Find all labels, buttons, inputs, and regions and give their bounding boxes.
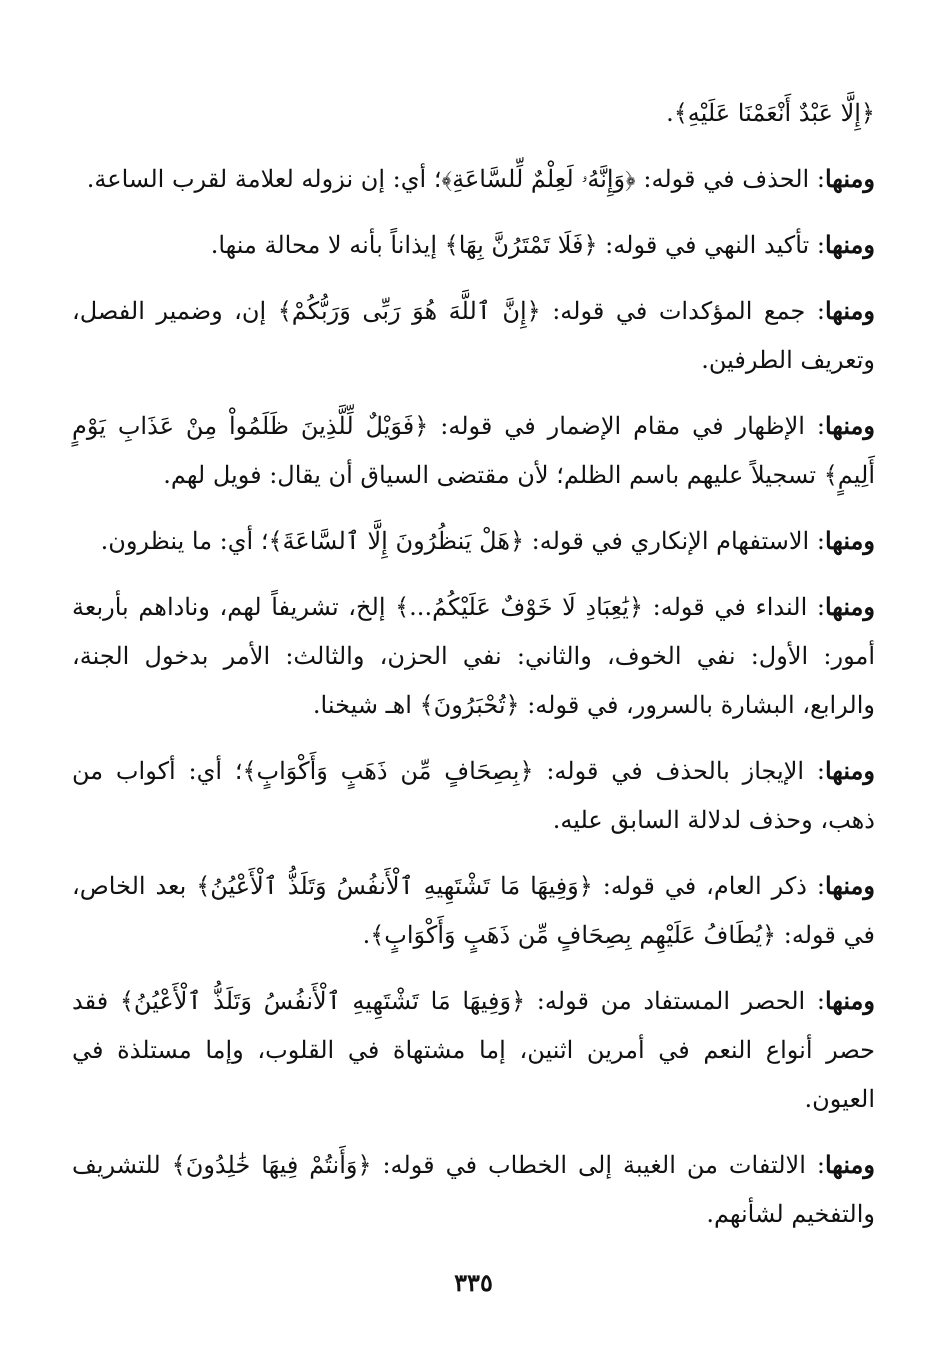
page-body [72, 88, 875, 1324]
paragraph-lead: ومنها [824, 411, 875, 440]
paragraph-1 [72, 88, 875, 138]
paragraph-lead: ومنها [824, 526, 875, 555]
paragraph-lead: ومنها [824, 296, 875, 325]
paragraph-2 [72, 154, 875, 204]
paragraph-11 [72, 1140, 875, 1239]
paragraph-7 [72, 582, 875, 730]
paragraph-4 [72, 286, 875, 385]
paragraph-text: : جمع المؤكدات في قوله: ﴿إِنَّ ٱللَّهَ هُوَ رَبِّى وَرَبُّكُمْ﴾ إن، وضمير الفصل، وتعريف الطرفين. [72, 297, 875, 374]
paragraph-lead: ومنها [824, 756, 875, 785]
paragraph-text: : الالتفات من الغيبة إلى الخطاب في قوله: ﴿وَأَنتُمْ فِيهَا خَٰلِدُونَ﴾ للتشريف والتفخيم لشأنهم. [72, 1151, 875, 1228]
paragraph-8 [72, 746, 875, 845]
paragraph-lead: ومنها [824, 164, 875, 193]
page-number: ٣٣٥ [454, 1268, 493, 1297]
paragraph-text: : الاستفهام الإنكاري في قوله: ﴿هَلْ يَنظُرُونَ إِلَّا ٱلسَّاعَةَ﴾؛ أي: ما ينظرون. [100, 527, 825, 555]
paragraph-text: : تأكيد النهي في قوله: ﴿فَلَا تَمْتَرُنَّ بِهَا﴾ إيذاناً بأنه لا محالة منها. [210, 231, 825, 259]
paragraph-text: : الحذف في قوله: ﴿وَإِنَّهُۥ لَعِلْمٌ لِّلسَّاعَةِ﴾؛ أي: إن نزوله لعلامة لقرب الساعة. [86, 165, 825, 193]
paragraph-text: ﴿إِلَّا عَبْدٌ أَنْعَمْنَا عَلَيْهِ﴾. [666, 99, 875, 127]
paragraph-6 [72, 516, 875, 566]
paragraph-text: : الحصر المستفاد من قوله: ﴿وَفِيهَا مَا تَشْتَهِيهِ ٱلْأَنفُسُ وَتَلَذُّ ٱلْأَعْيُنُ﴾ فقد حصر أنواع النعم في أمرين اثنين، إما مشتهاة في القلوب، وإما مستلذة في العيون. [72, 987, 875, 1113]
paragraph-3 [72, 220, 875, 270]
paragraph-text: : الإيجاز بالحذف في قوله: ﴿بِصِحَافٍ مِّن ذَهَبٍ وَأَكْوَابٍ﴾؛ أي: أكواب من ذهب، وحذف لدلالة السابق عليه. [72, 757, 875, 834]
paragraph-10 [72, 976, 875, 1124]
paragraph-lead: ومنها [824, 592, 875, 621]
paragraph-lead: ومنها [824, 230, 875, 259]
paragraph-text: : النداء في قوله: ﴿يَٰعِبَادِ لَا خَوْفٌ عَلَيْكُمُ...﴾ إلخ، تشريفاً لهم، وناداهم بأربعة أمور: الأول: نفي الخوف، والثاني: نفي الحزن، والثالث: الأمر بدخول الجنة، والرابع، البشارة بالسرور، في قوله: ﴿تُحْبَرُونَ﴾ اهـ شيخنا. [72, 593, 875, 719]
paragraph-9 [72, 861, 875, 960]
paragraph-text: : الإظهار في مقام الإضمار في قوله: ﴿فَوَيْلٌ لِّلَّذِينَ ظَلَمُواْ مِنْ عَذَابِ يَوْمٍ أَلِيمٍ﴾ تسجيلاً عليهم باسم الظلم؛ لأن مقتضى السياق أن يقال: فويل لهم. [72, 412, 875, 489]
paragraph-5 [72, 401, 875, 500]
paragraph-lead: ومنها [824, 871, 875, 900]
paragraph-lead: ومنها [824, 986, 875, 1015]
paragraph-lead: ومنها [824, 1150, 875, 1179]
paragraph-text: : ذكر العام، في قوله: ﴿وَفِيهَا مَا تَشْتَهِيهِ ٱلْأَنفُسُ وَتَلَذُّ ٱلْأَعْيُنُ﴾ بعد الخاص، في قوله: ﴿يُطَافُ عَلَيْهِم بِصِحَافٍ مِّن ذَهَبٍ وَأَكْوَابٍ﴾. [72, 872, 875, 949]
